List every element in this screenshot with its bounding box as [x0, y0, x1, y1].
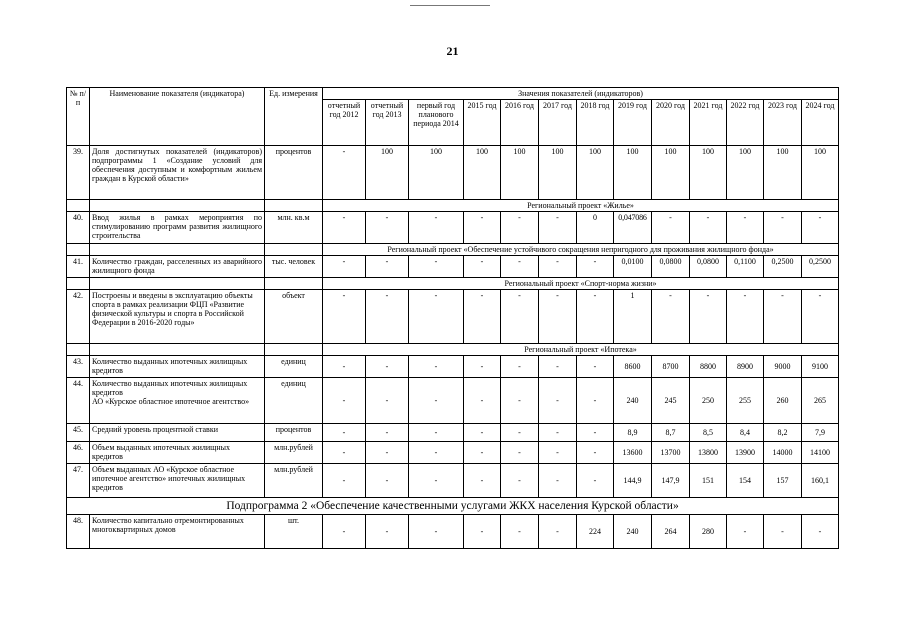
value-cell: 13700: [652, 442, 690, 464]
section-title: Региональный проект «Спорт-норма жизни»: [323, 278, 839, 290]
value-cell: -: [366, 290, 409, 344]
table-row: [67, 356, 839, 378]
section-row: [67, 278, 839, 290]
value-cell: 0,0800: [652, 256, 690, 278]
table-row: [67, 464, 839, 498]
value-cell: 0,2500: [764, 256, 802, 278]
indicator-name: Доля достигнутых показателей (индикаторов) подпрограммы 1 «Создание условий для обеспечения доступным и комфортным жильем граждан в Курской области»: [90, 146, 265, 200]
value-cell: -: [323, 378, 366, 424]
indicator-name: Количество капитально отремонтированных многоквартирных домов: [90, 515, 265, 549]
indicator-name-line: АО «Курское областное ипотечное агентство»: [92, 397, 250, 406]
value-cell: 8700: [652, 356, 690, 378]
value-cell: -: [323, 356, 366, 378]
value-cell: -: [690, 290, 727, 344]
unit-cell: млн. кв.м: [265, 212, 323, 244]
value-cell: 13800: [690, 442, 727, 464]
value-cell: -: [501, 290, 539, 344]
value-cell: 8800: [690, 356, 727, 378]
value-cell: -: [577, 424, 614, 442]
value-cell: -: [366, 515, 409, 549]
table-row: [67, 424, 839, 442]
row-num: 48.: [67, 515, 90, 549]
value-cell: -: [539, 515, 577, 549]
unit-cell: млн.рублей: [265, 442, 323, 464]
row-num: 46.: [67, 442, 90, 464]
value-cell: -: [323, 464, 366, 498]
value-cell: 13600: [614, 442, 652, 464]
value-cell: 240: [614, 515, 652, 549]
value-cell: -: [323, 146, 366, 200]
value-cell: -: [802, 212, 839, 244]
value-cell: 100: [539, 146, 577, 200]
section-title: Региональный проект «Ипотека»: [323, 344, 839, 356]
value-cell: 144,9: [614, 464, 652, 498]
table-row: [67, 515, 839, 549]
value-cell: -: [501, 442, 539, 464]
indicator-name: Ввод жилья в рамках мероприятия по стимулированию программ развития жилищного строительства: [90, 212, 265, 244]
value-cell: 260: [764, 378, 802, 424]
value-cell: -: [366, 442, 409, 464]
year-header: 2016 год: [501, 100, 539, 146]
value-cell: -: [727, 212, 764, 244]
value-cell: -: [577, 256, 614, 278]
value-cell: 8600: [614, 356, 652, 378]
row-num: 39.: [67, 146, 90, 200]
value-cell: -: [539, 442, 577, 464]
row-num: 41.: [67, 256, 90, 278]
value-cell: -: [577, 464, 614, 498]
unit-cell: тыс. человек: [265, 256, 323, 278]
year-header: отчетный год 2013: [366, 100, 409, 146]
row-num: 44.: [67, 378, 90, 424]
value-cell: -: [409, 464, 464, 498]
header-values-group: Значения показателей (индикаторов): [323, 88, 839, 100]
value-cell: 224: [577, 515, 614, 549]
unit-cell: млн.рублей: [265, 464, 323, 498]
table-row: [67, 442, 839, 464]
value-cell: 8900: [727, 356, 764, 378]
value-cell: -: [802, 290, 839, 344]
value-cell: -: [366, 464, 409, 498]
year-header: 2017 год: [539, 100, 577, 146]
value-cell: 100: [464, 146, 501, 200]
value-cell: 100: [577, 146, 614, 200]
header-unit: Ед. измерения: [265, 88, 323, 146]
value-cell: 160,1: [802, 464, 839, 498]
section-row: [67, 200, 839, 212]
year-header: первый год планового периода 2014: [409, 100, 464, 146]
value-cell: 100: [802, 146, 839, 200]
value-cell: -: [464, 256, 501, 278]
value-cell: -: [577, 290, 614, 344]
row-num: 45.: [67, 424, 90, 442]
value-cell: -: [539, 424, 577, 442]
value-cell: 8,4: [727, 424, 764, 442]
year-header: 2024 год: [802, 100, 839, 146]
table-row: [67, 212, 839, 244]
value-cell: -: [539, 464, 577, 498]
value-cell: -: [366, 424, 409, 442]
indicator-name: Построены и введены в эксплуатацию объекты спорта в рамках реализации ФЦП «Развитие физической культуры и спорта в Российской Федерации в 2016-2020 годы»: [90, 290, 265, 344]
value-cell: 8,2: [764, 424, 802, 442]
section-title: Региональный проект «Жилье»: [323, 200, 839, 212]
value-cell: -: [464, 290, 501, 344]
value-cell: 8,9: [614, 424, 652, 442]
value-cell: 0: [577, 212, 614, 244]
value-cell: 250: [690, 378, 727, 424]
value-cell: -: [539, 378, 577, 424]
value-cell: -: [464, 442, 501, 464]
value-cell: 265: [802, 378, 839, 424]
unit-cell: объект: [265, 290, 323, 344]
value-cell: 1: [614, 290, 652, 344]
row-num: 47.: [67, 464, 90, 498]
row-num: 42.: [67, 290, 90, 344]
table-row: [67, 378, 839, 424]
indicator-name: Объем выданных АО «Курское областное ипотечное агентство» ипотечных жилищных кредитов: [90, 464, 265, 498]
row-num: 40.: [67, 212, 90, 244]
value-cell: 100: [501, 146, 539, 200]
value-cell: -: [323, 290, 366, 344]
value-cell: -: [727, 515, 764, 549]
value-cell: -: [501, 256, 539, 278]
indicator-name-line: Количество выданных ипотечных жилищных кредитов: [92, 379, 248, 397]
unit-cell: процентов: [265, 424, 323, 442]
value-cell: -: [464, 515, 501, 549]
section-title: Региональный проект «Обеспечение устойчивого сокращения непригодного для проживания жилищного фонда»: [323, 244, 839, 256]
table-row: [67, 146, 839, 200]
year-header: 2015 год: [464, 100, 501, 146]
value-cell: 7,9: [802, 424, 839, 442]
value-cell: -: [690, 212, 727, 244]
value-cell: -: [464, 212, 501, 244]
value-cell: -: [323, 515, 366, 549]
value-cell: 14100: [802, 442, 839, 464]
value-cell: -: [464, 356, 501, 378]
value-cell: 0,2500: [802, 256, 839, 278]
value-cell: -: [409, 424, 464, 442]
value-cell: 157: [764, 464, 802, 498]
value-cell: -: [409, 356, 464, 378]
value-cell: 151: [690, 464, 727, 498]
value-cell: -: [764, 212, 802, 244]
value-cell: 100: [614, 146, 652, 200]
value-cell: -: [764, 515, 802, 549]
subprogram-row: [67, 498, 839, 515]
value-cell: -: [501, 424, 539, 442]
value-cell: 8,7: [652, 424, 690, 442]
value-cell: 100: [690, 146, 727, 200]
value-cell: 100: [409, 146, 464, 200]
value-cell: -: [652, 212, 690, 244]
value-cell: -: [323, 256, 366, 278]
year-header: 2022 год: [727, 100, 764, 146]
top-rule: [410, 5, 490, 6]
value-cell: 280: [690, 515, 727, 549]
value-cell: 240: [614, 378, 652, 424]
value-cell: 0,1100: [727, 256, 764, 278]
header-num: № п/п: [67, 88, 90, 146]
value-cell: -: [409, 378, 464, 424]
value-cell: 255: [727, 378, 764, 424]
value-cell: 100: [652, 146, 690, 200]
year-header: 2018 год: [577, 100, 614, 146]
value-cell: -: [501, 356, 539, 378]
value-cell: 13900: [727, 442, 764, 464]
value-cell: -: [366, 378, 409, 424]
page-number: 21: [446, 44, 459, 58]
value-cell: -: [409, 212, 464, 244]
indicator-name: Средний уровень процентной ставки: [90, 424, 265, 442]
value-cell: -: [409, 290, 464, 344]
unit-cell: единиц: [265, 378, 323, 424]
value-cell: -: [464, 424, 501, 442]
table-row: [67, 256, 839, 278]
indicator-name: Объем выданных ипотечных жилищных кредитов: [90, 442, 265, 464]
value-cell: -: [539, 212, 577, 244]
unit-cell: процентов: [265, 146, 323, 200]
value-cell: -: [727, 290, 764, 344]
value-cell: -: [539, 290, 577, 344]
value-cell: 14000: [764, 442, 802, 464]
year-header: 2020 год: [652, 100, 690, 146]
year-header: 2021 год: [690, 100, 727, 146]
value-cell: -: [577, 442, 614, 464]
year-header: 2023 год: [764, 100, 802, 146]
value-cell: 245: [652, 378, 690, 424]
value-cell: -: [501, 464, 539, 498]
indicators-table: [66, 87, 839, 549]
value-cell: -: [764, 290, 802, 344]
value-cell: 264: [652, 515, 690, 549]
value-cell: 100: [366, 146, 409, 200]
value-cell: 9100: [802, 356, 839, 378]
value-cell: -: [366, 256, 409, 278]
value-cell: -: [464, 464, 501, 498]
value-cell: 100: [727, 146, 764, 200]
value-cell: -: [501, 515, 539, 549]
value-cell: -: [366, 356, 409, 378]
value-cell: -: [539, 256, 577, 278]
value-cell: -: [539, 356, 577, 378]
indicator-name: Количество выданных ипотечных жилищных кредитов: [90, 356, 265, 378]
year-header: отчетный год 2012: [323, 100, 366, 146]
value-cell: -: [409, 256, 464, 278]
value-cell: -: [409, 442, 464, 464]
value-cell: 0,0100: [614, 256, 652, 278]
value-cell: 154: [727, 464, 764, 498]
value-cell: -: [652, 290, 690, 344]
value-cell: -: [501, 212, 539, 244]
value-cell: -: [577, 356, 614, 378]
value-cell: 0,047086: [614, 212, 652, 244]
value-cell: 147,9: [652, 464, 690, 498]
value-cell: -: [323, 442, 366, 464]
indicator-name: [90, 378, 265, 424]
value-cell: -: [802, 515, 839, 549]
header-name: Наименование показателя (индикатора): [90, 88, 265, 146]
table-row: [67, 290, 839, 344]
value-cell: -: [577, 378, 614, 424]
row-num: 43.: [67, 356, 90, 378]
value-cell: -: [323, 424, 366, 442]
value-cell: -: [501, 378, 539, 424]
header-row-1: [67, 88, 839, 100]
value-cell: -: [366, 212, 409, 244]
value-cell: 100: [764, 146, 802, 200]
section-row: [67, 244, 839, 256]
section-row: [67, 344, 839, 356]
unit-cell: шт.: [265, 515, 323, 549]
value-cell: 8,5: [690, 424, 727, 442]
value-cell: -: [323, 212, 366, 244]
unit-cell: единиц: [265, 356, 323, 378]
value-cell: 9000: [764, 356, 802, 378]
value-cell: -: [409, 515, 464, 549]
value-cell: 0,0800: [690, 256, 727, 278]
subprogram-title: Подпрограмма 2 «Обеспечение качественными услугами ЖКХ населения Курской области»: [67, 498, 839, 515]
indicator-name: Количество граждан, расселенных из аварийного жилищного фонда: [90, 256, 265, 278]
value-cell: -: [464, 378, 501, 424]
year-header: 2019 год: [614, 100, 652, 146]
